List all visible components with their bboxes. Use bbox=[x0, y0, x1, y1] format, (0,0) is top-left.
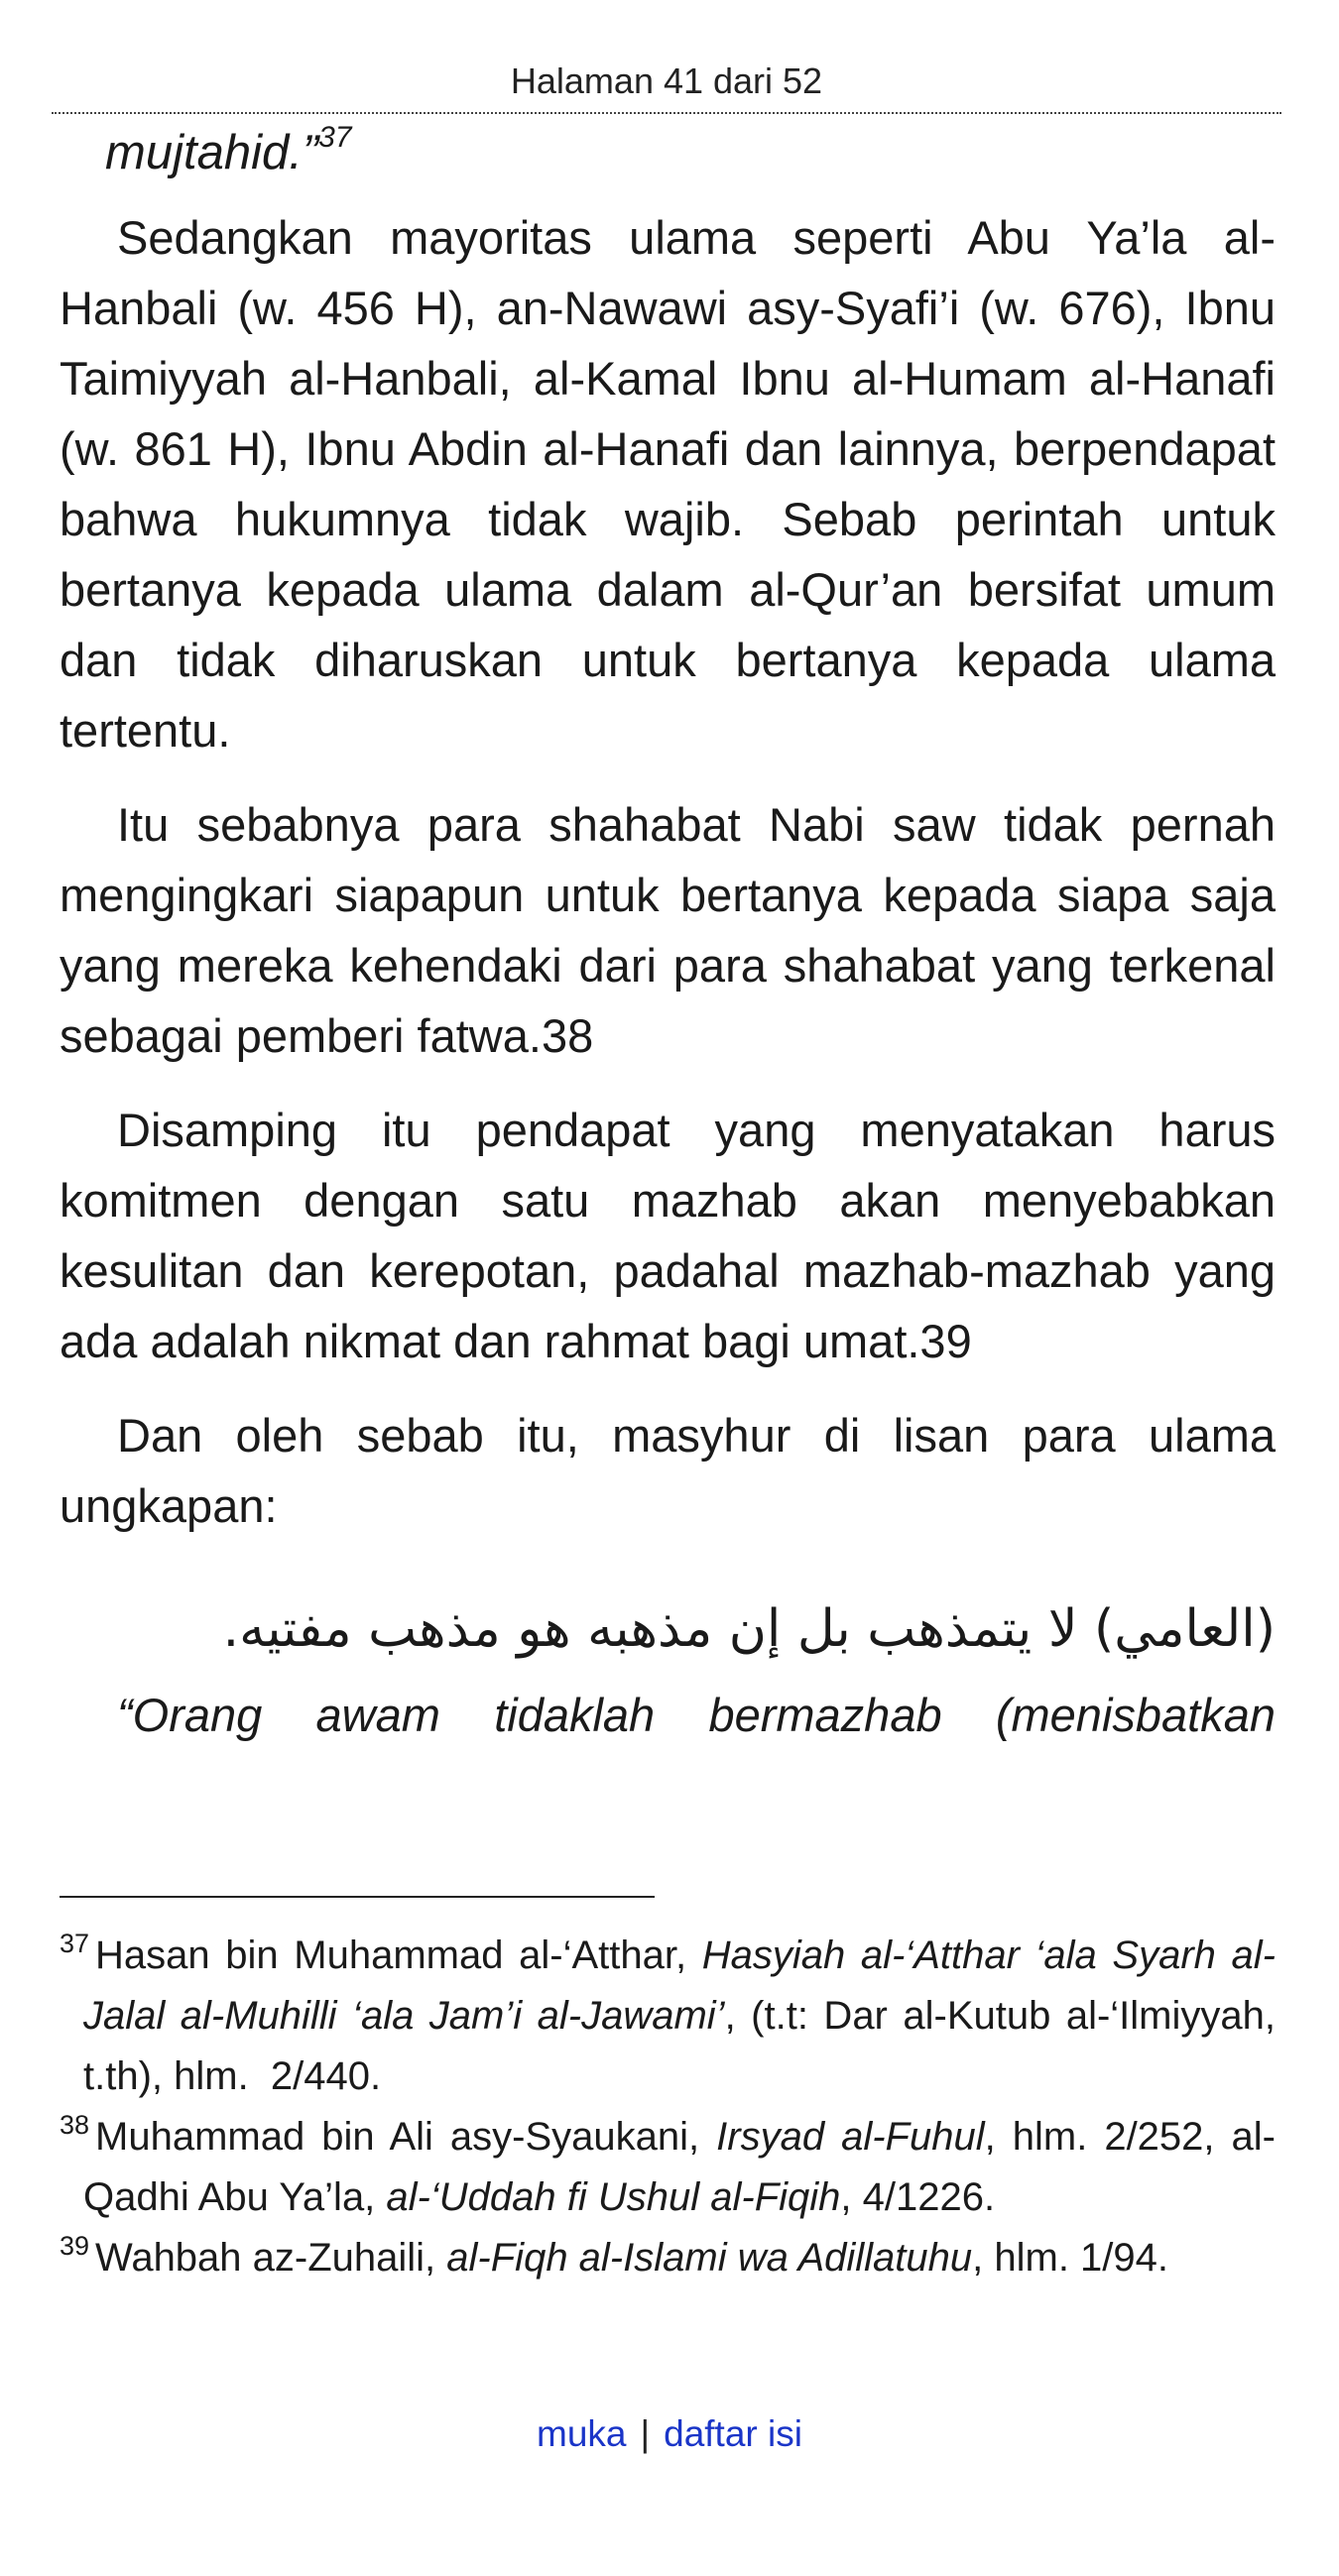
footnote-text: , hlm. 2/252, al-Qadhi Abu Ya’la, bbox=[83, 2115, 1276, 2219]
footnote-book-title: al-Fiqh al-Islami wa Adillatuhu bbox=[446, 2236, 973, 2280]
footnote-number: 39 bbox=[60, 2231, 90, 2261]
footnote-book-title: al-‘Uddah fi Ushul al-Fiqih bbox=[386, 2175, 841, 2219]
main-content bbox=[60, 117, 1276, 1750]
footnote-text: , hlm. 1/94. bbox=[972, 2236, 1169, 2280]
footnote-39 bbox=[60, 2228, 1276, 2288]
continued-quote-text: mujtahid.” bbox=[105, 126, 319, 179]
footnote-book-title: Hasyiah al-‘Atthar ‘ala Syarh al-Jalal al-Muhilli ‘ala Jam’i al-Jawami’ bbox=[83, 1933, 1276, 2038]
footnote-text: , (t.t: Dar al-Kutub al-‘Ilmiyyah, t.th), hlm. 2/440. bbox=[83, 1994, 1276, 2098]
paragraph-companions: Itu sebabnya para shahabat Nabi saw tidak pernah mengingkari siapapun untuk bertanya kepada siapa saja yang mereka kehendaki dari para shahabat yang terkenal sebagai pemberi fatwa.38 bbox=[60, 798, 1276, 1062]
nav-separator: | bbox=[640, 2413, 651, 2454]
paragraph-hardship: Disamping itu pendapat yang menyatakan harus komitmen dengan satu mazhab akan menyebabkan kesulitan dan kerepotan, padahal mazhab-mazhab yang ada adalah nikmat dan rahmat bagi umat.39 bbox=[60, 1104, 1276, 1367]
footnote-text: Muhammad bin Ali asy-Syaukani, bbox=[95, 2115, 717, 2159]
footnote-text: Wahbah az-Zuhaili, bbox=[95, 2236, 447, 2280]
home-link[interactable]: muka bbox=[537, 2413, 627, 2454]
footnotes bbox=[60, 1926, 1276, 2288]
table-of-contents-link[interactable]: daftar isi bbox=[664, 2413, 802, 2454]
footnote-divider bbox=[60, 1896, 655, 1898]
paragraph-famous-saying: Dan oleh sebab itu, masyhur di lisan para ulama ungkapan: bbox=[60, 1409, 1276, 1532]
footnote-text: Hasan bin Muhammad al-‘Atthar, bbox=[95, 1933, 702, 1977]
footnote-ref-37[interactable]: 37 bbox=[318, 121, 352, 154]
paragraph-majority-opinion: Sedangkan mayoritas ulama seperti Abu Ya’la al-Hanbali (w. 456 H), an-Nawawi asy-Syafi’i (w. 676), Ibnu Taimiyyah al-Hanbali, al-Kamal Ibnu al-Humam al-Hanafi (w. 861 H), Ibnu Abdin al-Hanafi dan lainnya, berpendapat bahwa hukumnya tidak wajib. Sebab perintah untuk bertanya kepada ulama dalam al-Qur’an bersifat umum dan tidak diharuskan untuk bertanya kepada ulama tertentu. bbox=[60, 211, 1276, 757]
footnote-number: 38 bbox=[60, 2110, 90, 2140]
quote-translation: “Orang awam tidaklah bermazhab (menisbatkan bbox=[117, 1689, 1276, 1741]
footnote-number: 37 bbox=[60, 1929, 90, 1958]
footnote-book-title: Irsyad al-Fuhul bbox=[716, 2115, 985, 2159]
continued-quote-end bbox=[105, 117, 1276, 188]
footnote-37 bbox=[60, 1926, 1276, 2107]
page-navigation bbox=[0, 2409, 1339, 2459]
arabic-quote: (العامي) لا يتمذهب بل إن مذهبه هو مذهب مفتيه. bbox=[222, 1599, 1276, 1659]
page-number-label: Halaman 41 dari 52 bbox=[510, 60, 823, 101]
header-divider bbox=[52, 112, 1281, 114]
footnote-38 bbox=[60, 2107, 1276, 2228]
footnote-text: , 4/1226. bbox=[840, 2175, 996, 2219]
page-header bbox=[52, 58, 1281, 105]
